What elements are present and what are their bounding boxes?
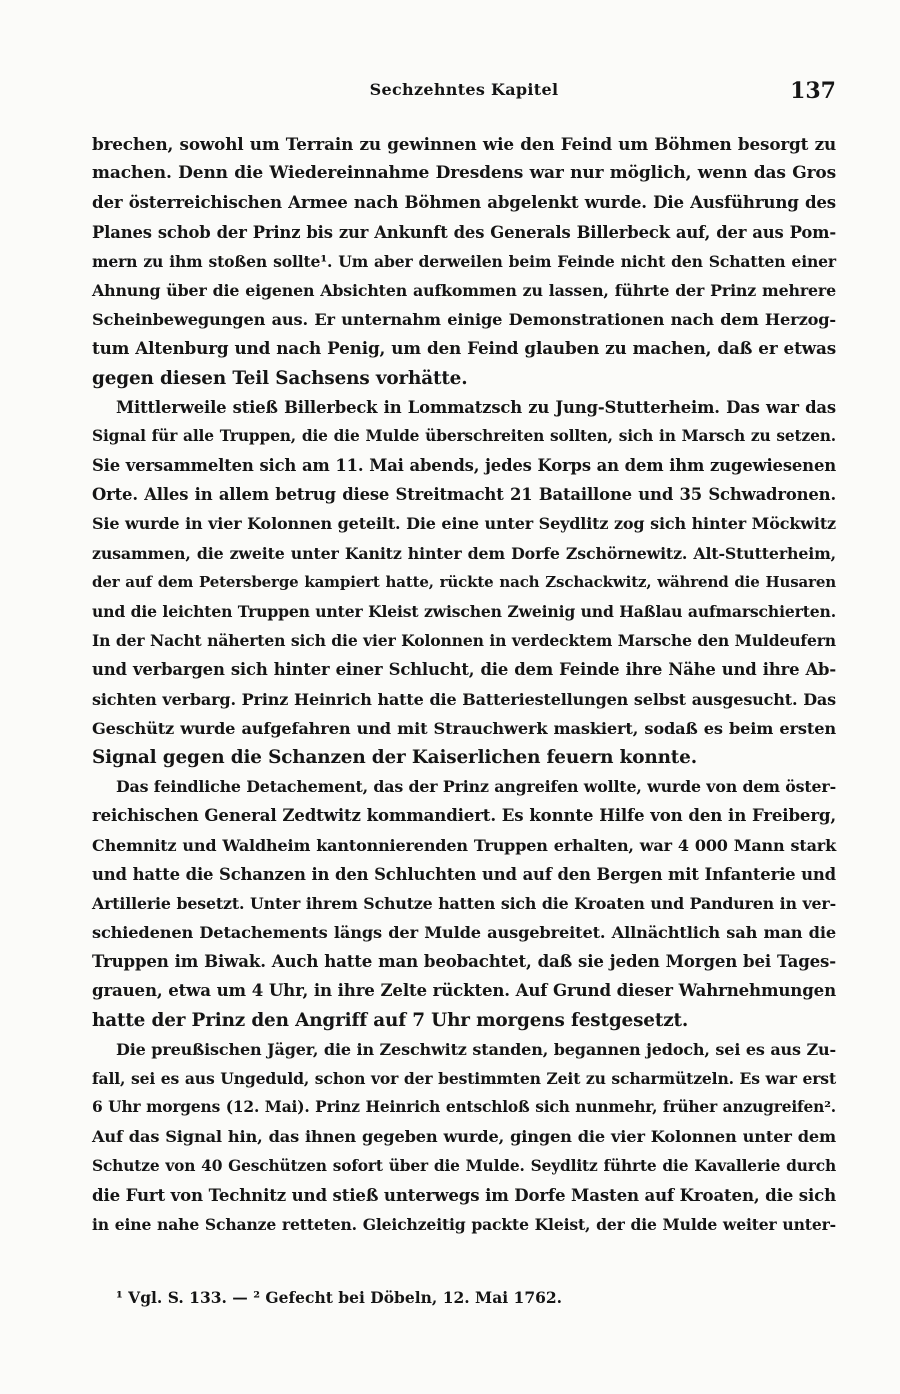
text-line: hatte der Prinz den Angriff auf 7 Uhr morgens festgesetzt.	[92, 1009, 689, 1031]
text-line: die Furt von Technitz und stieß unterwegs im Dorfe Masten auf Kroaten, die sich	[92, 1184, 836, 1205]
page-number: 137	[790, 78, 836, 104]
text-line: mern zu ihm stoßen sollte¹. Um aber derweilen beim Feinde nicht den Schatten einer	[92, 251, 836, 271]
paragraph-1	[92, 130, 836, 393]
text-line: sichten verbarg. Prinz Heinrich hatte die Batteriestellungen selbst ausgesucht. Das	[92, 689, 836, 709]
text-line: tum Altenburg und nach Penig, um den Feind glauben zu machen, daß er etwas	[92, 338, 836, 359]
text-line: Schutze von 40 Geschützen sofort über die Mulde. Seydlitz führte die Kavallerie durch	[92, 1156, 836, 1175]
text-line: und hatte die Schanzen in den Schluchten und auf den Bergen mit Infanterie und	[92, 864, 836, 884]
text-line: und die leichten Truppen unter Kleist zwischen Zweinig und Haßlau aufmarschierten.	[92, 602, 836, 621]
text-line: Ahnung über die eigenen Absichten aufkommen zu lassen, führte der Prinz mehrere	[92, 280, 836, 300]
paragraph-2	[92, 393, 836, 772]
text-line: der österreichischen Armee nach Böhmen abgelenkt wurde. Die Ausführung des	[92, 192, 836, 213]
page-header	[92, 76, 836, 110]
text-line: und verbargen sich hinter einer Schlucht, die dem Feinde ihre Nähe und ihre Ab-	[92, 660, 836, 680]
text-line: Mittlerweile stieß Billerbeck in Lommatzsch zu Jung-Stutterheim. Das war das	[116, 397, 836, 417]
text-line: Signal gegen die Schanzen der Kaiserlichen feuern konnte.	[92, 746, 697, 768]
text-line: fall, sei es aus Ungeduld, schon vor der bestimmten Zeit zu scharmützeln. Es war erst	[92, 1069, 836, 1088]
text-line: Die preußischen Jäger, die in Zeschwitz standen, begannen jedoch, sei es aus Zu-	[116, 1039, 836, 1059]
text-line: brechen, sowohl um Terrain zu gewinnen wie den Feind um Böhmen besorgt zu	[92, 134, 836, 154]
text-line: Orte. Alles in allem betrug diese Streitmacht 21 Bataillone und 35 Schwadronen.	[92, 485, 836, 505]
text-line: Auf das Signal hin, das ihnen gegeben wurde, gingen die vier Kolonnen unter dem	[92, 1127, 836, 1147]
paragraph-3	[92, 772, 836, 1035]
text-line: der auf dem Petersberge kampiert hatte, rückte nach Zschackwitz, während die Husaren	[92, 572, 836, 591]
running-head: Sechzehntes Kapitel	[369, 80, 559, 99]
text-line: zusammen, die zweite unter Kanitz hinter dem Dorfe Zschörnewitz. Alt-Stutterheim,	[92, 543, 836, 563]
text-line: grauen, etwa um 4 Uhr, in ihre Zelte rückten. Auf Grund dieser Wahrnehmungen	[92, 980, 836, 1001]
text-line: Scheinbewegungen aus. Er unternahm einige Demonstrationen nach dem Herzog-	[92, 310, 836, 330]
text-line: Geschütz wurde aufgefahren und mit Strauchwerk maskiert, sodaß es beim ersten	[92, 718, 836, 738]
text-line: Planes schob der Prinz bis zur Ankunft des Generals Billerbeck auf, der aus Pom-	[92, 222, 836, 242]
text-line: Das feindliche Detachement, das der Prinz angreifen wollte, wurde von dem öster-	[116, 777, 836, 797]
text-line: Artillerie besetzt. Unter ihrem Schutze hatten sich die Kroaten und Panduren in ver-	[92, 893, 836, 913]
text-line: 6 Uhr morgens (12. Mai). Prinz Heinrich entschloß sich nunmehr, früher anzugreifen².	[92, 1098, 836, 1117]
text-line: machen. Denn die Wiedereinnahme Dresdens war nur möglich, wenn das Gros	[92, 163, 836, 184]
footnotes: ¹ Vgl. S. 133. — ² Gefecht bei Döbeln, 12. Mai 1762.	[116, 1288, 563, 1307]
text-line: Sie wurde in vier Kolonnen geteilt. Die eine unter Seydlitz zog sich hinter Möckwitz	[92, 514, 836, 534]
text-line: Signal für alle Truppen, die die Mulde überschreiten sollten, sich in Marsch zu setzen.	[92, 426, 836, 445]
text-line: schiedenen Detachements längs der Mulde ausgebreitet. Allnächtlich sah man die	[92, 923, 836, 943]
text-line: Chemnitz und Waldheim kantonnierenden Truppen erhalten, war 4 000 Mann stark	[92, 835, 836, 855]
text-line: gegen diesen Teil Sachsens vorhätte.	[92, 367, 468, 389]
text-line: In der Nacht näherten sich die vier Kolonnen in verdecktem Marsche den Muldeufern	[92, 631, 836, 651]
text-line: reichischen General Zedtwitz kommandiert. Es konnte Hilfe von den in Freiberg,	[92, 805, 836, 826]
body-text	[92, 130, 836, 1239]
text-line: Sie versammelten sich am 11. Mai abends, jedes Korps an dem ihm zugewiesenen	[92, 456, 836, 476]
text-line: in eine nahe Schanze retteten. Gleichzeitig packte Kleist, der die Mulde weiter unter-	[92, 1214, 836, 1234]
text-line: Truppen im Biwak. Auch hatte man beobachtet, daß sie jeden Morgen bei Tages-	[92, 951, 836, 972]
paragraph-4	[92, 1035, 836, 1239]
